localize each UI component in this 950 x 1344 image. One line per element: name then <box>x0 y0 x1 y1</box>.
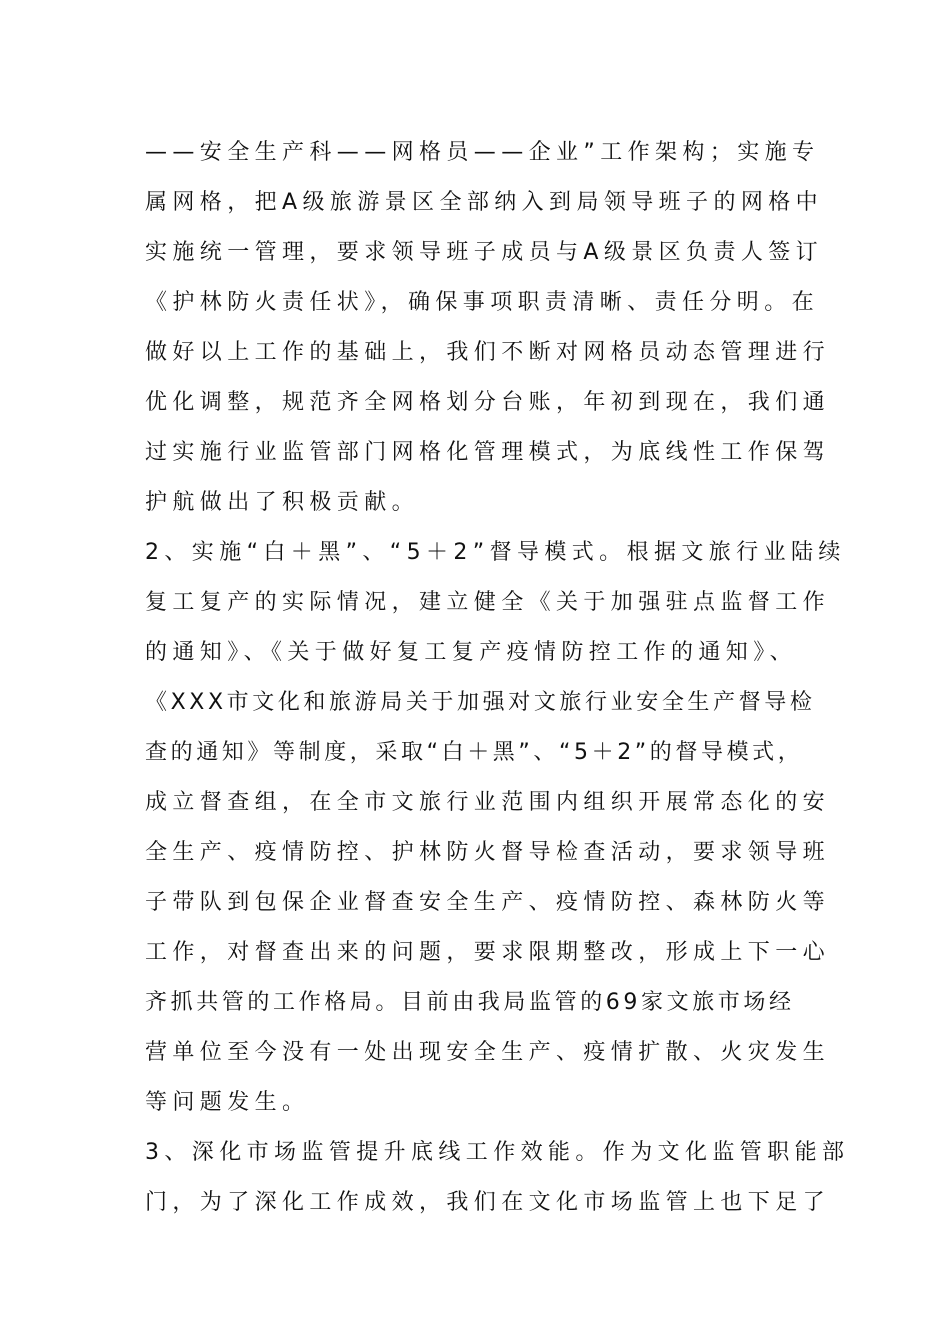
paragraph-line: 复工复产的实际情况，建立健全《关于加强驻点监督工作 <box>145 590 831 615</box>
paragraph-line: 《XXX市文化和旅游局关于加强对文旅行业安全生产督导检 <box>145 690 816 715</box>
paragraph-line: 的通知》、《关于做好复工复产疫情防控工作的通知》、 <box>145 640 798 665</box>
document-page <box>145 133 850 1233</box>
paragraph-line: 做好以上工作的基础上，我们不断对网格员动态管理进行 <box>145 340 831 365</box>
paragraph-line: 工作，对督查出来的问题，要求限期整改，形成上下一心 <box>145 940 831 965</box>
paragraph-line: 护航做出了积极贡献。 <box>145 490 420 515</box>
paragraph-line: 子带队到包保企业督查安全生产、疫情防控、森林防火等 <box>145 890 831 915</box>
paragraph-line: 优化调整，规范齐全网格划分台账，年初到现在，我们通 <box>145 390 831 415</box>
paragraph-line: 过实施行业监管部门网格化管理模式，为底线性工作保驾 <box>145 440 831 465</box>
section-heading-line: 3、深化市场监管提升底线工作效能。作为文化监管职能部 <box>145 1140 850 1165</box>
paragraph-line: 等问题发生。 <box>145 1090 310 1115</box>
paragraph-line: ——安全生产科——网格员——企业”工作架构；实施专 <box>145 140 820 165</box>
paragraph-line: 门，为了深化工作成效，我们在文化市场监管上也下足了 <box>145 1190 831 1215</box>
paragraph-line: 《护林防火责任状》，确保事项职责清晰、责任分明。在 <box>145 290 820 315</box>
paragraph-line: 属网格，把A级旅游景区全部纳入到局领导班子的网格中 <box>145 190 824 215</box>
paragraph-line: 成立督查组，在全市文旅行业范围内组织开展常态化的安 <box>145 790 831 815</box>
paragraph-line: 查的通知》等制度，采取“白＋黑”、“5＋2”的督导模式， <box>145 740 804 765</box>
section-heading-line: 2、实施“白＋黑”、“5＋2”督导模式。根据文旅行业陆续 <box>145 540 846 565</box>
paragraph-line: 全生产、疫情防控、护林防火督导检查活动，要求领导班 <box>145 840 831 865</box>
paragraph-line: 营单位至今没有一处出现安全生产、疫情扩散、火灾发生 <box>145 1040 831 1065</box>
paragraph-line: 实施统一管理，要求领导班子成员与A级景区负责人签订 <box>145 240 824 265</box>
paragraph-line: 齐抓共管的工作格局。目前由我局监管的69家文旅市场经 <box>145 990 795 1015</box>
